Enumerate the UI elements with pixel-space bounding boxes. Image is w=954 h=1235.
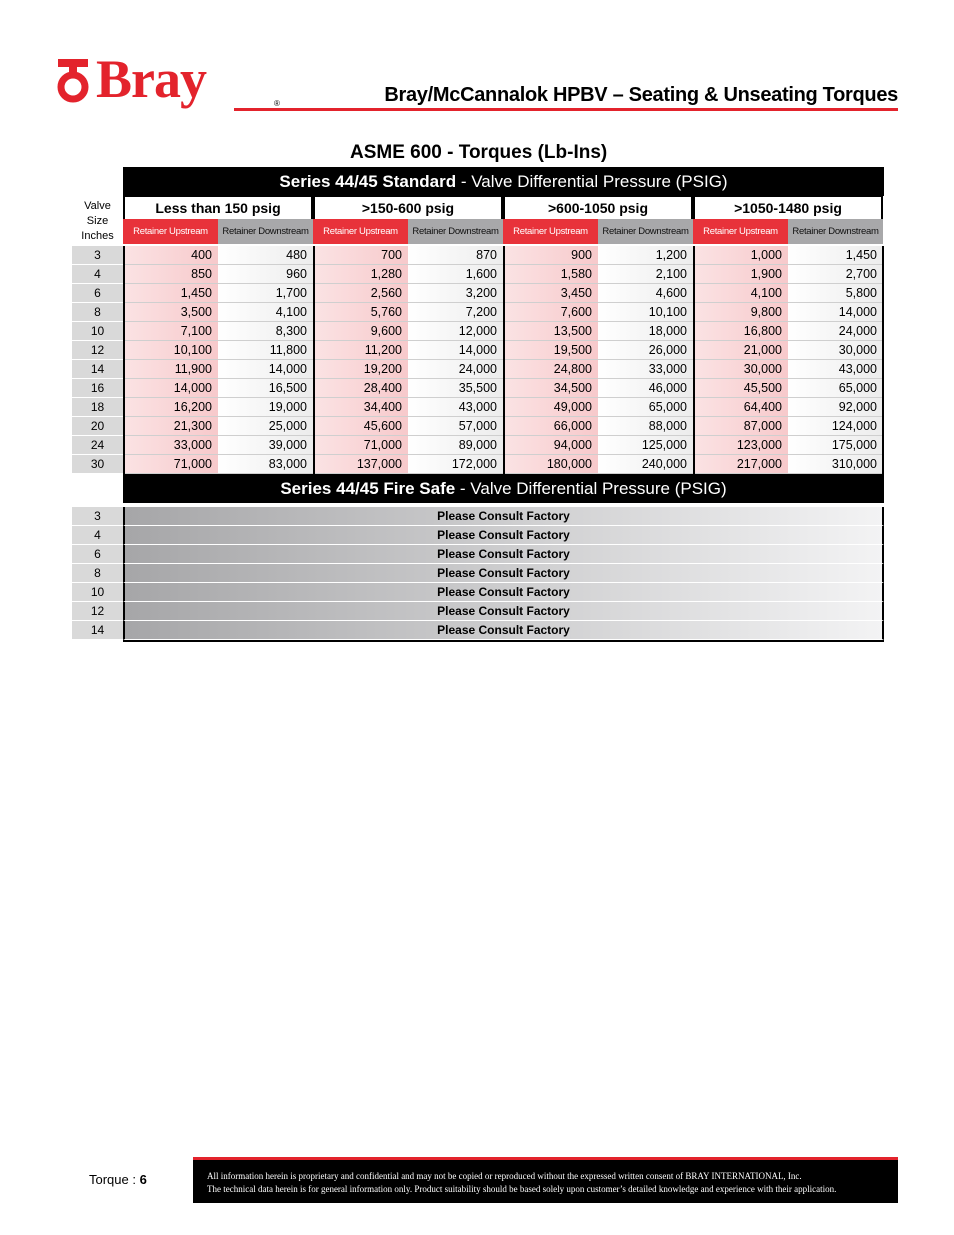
valve-size-cell: 6 bbox=[72, 545, 123, 564]
torque-cell: 66,000 bbox=[503, 417, 598, 436]
pressure-group-header: >150-600 psig bbox=[313, 196, 503, 219]
table-bottom-rule bbox=[123, 640, 884, 642]
torque-cell: 28,400 bbox=[313, 379, 408, 398]
valve-size-cell: 30 bbox=[72, 455, 123, 474]
torque-cell: 124,000 bbox=[788, 417, 883, 436]
consult-factory-cell: Please Consult Factory bbox=[123, 526, 884, 545]
torque-cell: 125,000 bbox=[598, 436, 693, 455]
torque-cell: 14,000 bbox=[788, 303, 883, 322]
sub-header-retainer-downstream: Retainer Downstream bbox=[218, 219, 313, 244]
torque-cell: 35,500 bbox=[408, 379, 503, 398]
series-standard-header bbox=[123, 167, 884, 196]
torque-cell: 1,450 bbox=[123, 284, 218, 303]
torque-cell: 2,700 bbox=[788, 265, 883, 284]
torque-cell: 25,000 bbox=[218, 417, 313, 436]
table-row bbox=[72, 545, 884, 564]
table-row bbox=[72, 602, 884, 621]
consult-factory-cell: Please Consult Factory bbox=[123, 564, 884, 583]
torque-cell: 45,500 bbox=[693, 379, 788, 398]
torque-cell: 43,000 bbox=[788, 360, 883, 379]
torque-cell: 30,000 bbox=[788, 341, 883, 360]
torque-cell: 21,300 bbox=[123, 417, 218, 436]
torque-cell: 24,000 bbox=[408, 360, 503, 379]
torque-cell: 34,400 bbox=[313, 398, 408, 417]
group-divider bbox=[882, 246, 884, 474]
torque-cell: 45,600 bbox=[313, 417, 408, 436]
torque-cell: 26,000 bbox=[598, 341, 693, 360]
torque-cell: 43,000 bbox=[408, 398, 503, 417]
table-row bbox=[72, 621, 884, 640]
sub-header-retainer-upstream: Retainer Upstream bbox=[313, 219, 408, 244]
page-number: 6 bbox=[139, 1172, 147, 1187]
page-title: Bray/McCannalok HPBV – Seating & Unseating Torques bbox=[384, 84, 898, 106]
torque-cell: 960 bbox=[218, 265, 313, 284]
group-divider bbox=[503, 246, 505, 474]
torque-cell: 24,000 bbox=[788, 322, 883, 341]
pressure-group-header: >1050-1480 psig bbox=[693, 196, 883, 219]
registered-mark: ® bbox=[274, 99, 280, 108]
torque-cell: 19,500 bbox=[503, 341, 598, 360]
torque-cell: 12,000 bbox=[408, 322, 503, 341]
torque-cell: 2,560 bbox=[313, 284, 408, 303]
torque-cell: 217,000 bbox=[693, 455, 788, 474]
group-divider bbox=[123, 246, 125, 474]
valve-size-cell: 10 bbox=[72, 322, 123, 341]
valve-size-cell: 4 bbox=[72, 526, 123, 545]
torque-cell: 1,200 bbox=[598, 246, 693, 265]
table-row bbox=[72, 341, 884, 360]
torque-cell: 11,200 bbox=[313, 341, 408, 360]
valve-size-cell: 8 bbox=[72, 303, 123, 322]
series-firesafe-caption: - Valve Differential Pressure (PSIG) bbox=[455, 479, 727, 498]
torque-cell: 172,000 bbox=[408, 455, 503, 474]
valve-size-cell: 3 bbox=[72, 246, 123, 265]
torque-cell: 2,100 bbox=[598, 265, 693, 284]
torque-cell: 13,500 bbox=[503, 322, 598, 341]
torque-cell: 180,000 bbox=[503, 455, 598, 474]
torque-cell: 14,000 bbox=[123, 379, 218, 398]
valve-size-cell: 18 bbox=[72, 398, 123, 417]
consult-factory-cell: Please Consult Factory bbox=[123, 545, 884, 564]
valve-size-cell: 20 bbox=[72, 417, 123, 436]
torque-cell: 49,000 bbox=[503, 398, 598, 417]
valve-size-label: Valve Size Inches bbox=[81, 200, 114, 242]
torque-cell: 14,000 bbox=[408, 341, 503, 360]
torque-cell: 137,000 bbox=[313, 455, 408, 474]
torque-cell: 1,000 bbox=[693, 246, 788, 265]
bray-logo-mark-icon bbox=[56, 55, 90, 103]
torque-cell: 16,800 bbox=[693, 322, 788, 341]
torque-cell: 92,000 bbox=[788, 398, 883, 417]
valve-size-cell: 16 bbox=[72, 379, 123, 398]
group-divider bbox=[693, 246, 695, 474]
table-row bbox=[72, 284, 884, 303]
torque-cell: 4,100 bbox=[218, 303, 313, 322]
torque-cell: 19,200 bbox=[313, 360, 408, 379]
pressure-group-header: Less than 150 psig bbox=[123, 196, 313, 219]
torque-cell: 46,000 bbox=[598, 379, 693, 398]
torque-cell: 5,760 bbox=[313, 303, 408, 322]
torque-cell: 1,600 bbox=[408, 265, 503, 284]
torque-cell: 11,900 bbox=[123, 360, 218, 379]
table-row bbox=[72, 564, 884, 583]
legal-notice-line-1: All information herein is proprietary and confidential and may not be copied or reproduced without the expressed written consent of BRAY INTERNATIONAL, Inc. bbox=[207, 1171, 802, 1181]
torque-cell: 16,200 bbox=[123, 398, 218, 417]
torque-cell: 24,800 bbox=[503, 360, 598, 379]
torque-cell: 16,500 bbox=[218, 379, 313, 398]
series-standard-name: Series 44/45 Standard bbox=[279, 172, 457, 191]
torque-cell: 71,000 bbox=[313, 436, 408, 455]
torque-cell: 175,000 bbox=[788, 436, 883, 455]
valve-size-cell: 14 bbox=[72, 621, 123, 640]
torque-cell: 1,580 bbox=[503, 265, 598, 284]
table-row bbox=[72, 417, 884, 436]
torque-cell: 7,600 bbox=[503, 303, 598, 322]
valve-size-cell: 3 bbox=[72, 507, 123, 526]
group-divider bbox=[313, 246, 315, 474]
bray-logo bbox=[56, 49, 280, 111]
pressure-group-header: >600-1050 psig bbox=[503, 196, 693, 219]
table-row bbox=[72, 455, 884, 474]
torque-cell: 400 bbox=[123, 246, 218, 265]
torque-cell: 88,000 bbox=[598, 417, 693, 436]
valve-size-cell: 4 bbox=[72, 265, 123, 284]
table-row bbox=[72, 322, 884, 341]
consult-factory-cell: Please Consult Factory bbox=[123, 621, 884, 640]
valve-size-cell: 12 bbox=[72, 602, 123, 621]
table-row bbox=[72, 436, 884, 455]
torque-cell: 7,100 bbox=[123, 322, 218, 341]
torque-cell: 850 bbox=[123, 265, 218, 284]
torque-cell: 30,000 bbox=[693, 360, 788, 379]
torque-cell: 33,000 bbox=[123, 436, 218, 455]
table-row bbox=[72, 246, 884, 265]
torque-cell: 34,500 bbox=[503, 379, 598, 398]
torque-cell: 3,200 bbox=[408, 284, 503, 303]
torque-cell: 11,800 bbox=[218, 341, 313, 360]
table-row bbox=[72, 583, 884, 602]
consult-factory-cell: Please Consult Factory bbox=[123, 507, 884, 526]
torque-cell: 19,000 bbox=[218, 398, 313, 417]
torque-cell: 870 bbox=[408, 246, 503, 265]
torque-cell: 3,450 bbox=[503, 284, 598, 303]
torque-cell: 39,000 bbox=[218, 436, 313, 455]
torque-cell: 7,200 bbox=[408, 303, 503, 322]
table-row bbox=[72, 398, 884, 417]
page-footer-label: Torque : 6 bbox=[89, 1172, 147, 1187]
legal-notice-line-2: The technical data herein is for general information only. Product suitability should be based solely upon customer’s detailed knowledge and experience with their application. bbox=[207, 1184, 837, 1194]
torque-cell: 21,000 bbox=[693, 341, 788, 360]
valve-size-cell: 14 bbox=[72, 360, 123, 379]
torque-cell: 10,100 bbox=[123, 341, 218, 360]
valve-size-cell: 10 bbox=[72, 583, 123, 602]
torque-cell: 9,800 bbox=[693, 303, 788, 322]
torque-cell: 33,000 bbox=[598, 360, 693, 379]
torque-cell: 9,600 bbox=[313, 322, 408, 341]
table-title: ASME 600 - Torques (Lb-Ins) bbox=[350, 142, 608, 163]
sub-header-retainer-downstream: Retainer Downstream bbox=[788, 219, 883, 244]
sub-header-retainer-upstream: Retainer Upstream bbox=[503, 219, 598, 244]
torque-cell: 65,000 bbox=[598, 398, 693, 417]
series-firesafe-header bbox=[123, 474, 884, 503]
header-divider bbox=[234, 108, 898, 111]
sub-header-retainer-upstream: Retainer Upstream bbox=[123, 219, 218, 244]
torque-cell: 4,100 bbox=[693, 284, 788, 303]
series-standard-caption: - Valve Differential Pressure (PSIG) bbox=[456, 172, 728, 191]
legal-notice bbox=[193, 1157, 898, 1203]
table-row bbox=[72, 526, 884, 545]
torque-cell: 94,000 bbox=[503, 436, 598, 455]
sub-header-retainer-upstream: Retainer Upstream bbox=[693, 219, 788, 244]
torque-cell: 1,280 bbox=[313, 265, 408, 284]
valve-size-cell: 8 bbox=[72, 564, 123, 583]
consult-factory-cell: Please Consult Factory bbox=[123, 583, 884, 602]
torque-cell: 8,300 bbox=[218, 322, 313, 341]
torque-cell: 71,000 bbox=[123, 455, 218, 474]
torque-cell: 18,000 bbox=[598, 322, 693, 341]
sub-header-retainer-downstream: Retainer Downstream bbox=[598, 219, 693, 244]
torque-cell: 123,000 bbox=[693, 436, 788, 455]
torque-cell: 89,000 bbox=[408, 436, 503, 455]
series-firesafe-name: Series 44/45 Fire Safe bbox=[280, 479, 456, 498]
torque-cell: 83,000 bbox=[218, 455, 313, 474]
torque-cell: 57,000 bbox=[408, 417, 503, 436]
torque-cell: 14,000 bbox=[218, 360, 313, 379]
table-row bbox=[72, 360, 884, 379]
torque-cell: 480 bbox=[218, 246, 313, 265]
torque-cell: 240,000 bbox=[598, 455, 693, 474]
torque-cell: 5,800 bbox=[788, 284, 883, 303]
table-row bbox=[72, 265, 884, 284]
torque-cell: 310,000 bbox=[788, 455, 883, 474]
torque-cell: 87,000 bbox=[693, 417, 788, 436]
table-row bbox=[72, 303, 884, 322]
torque-cell: 1,700 bbox=[218, 284, 313, 303]
valve-size-cell: 12 bbox=[72, 341, 123, 360]
torque-cell: 1,900 bbox=[693, 265, 788, 284]
sub-header-retainer-downstream: Retainer Downstream bbox=[408, 219, 503, 244]
torque-cell: 700 bbox=[313, 246, 408, 265]
torque-cell: 64,400 bbox=[693, 398, 788, 417]
torque-cell: 1,450 bbox=[788, 246, 883, 265]
torque-cell: 10,100 bbox=[598, 303, 693, 322]
torque-cell: 4,600 bbox=[598, 284, 693, 303]
table-row bbox=[72, 379, 884, 398]
torque-cell: 900 bbox=[503, 246, 598, 265]
torque-cell: 65,000 bbox=[788, 379, 883, 398]
brand-name: Bray bbox=[96, 49, 206, 109]
torque-cell: 3,500 bbox=[123, 303, 218, 322]
valve-size-cell: 6 bbox=[72, 284, 123, 303]
valve-size-cell: 24 bbox=[72, 436, 123, 455]
consult-factory-cell: Please Consult Factory bbox=[123, 602, 884, 621]
table-row bbox=[72, 507, 884, 526]
